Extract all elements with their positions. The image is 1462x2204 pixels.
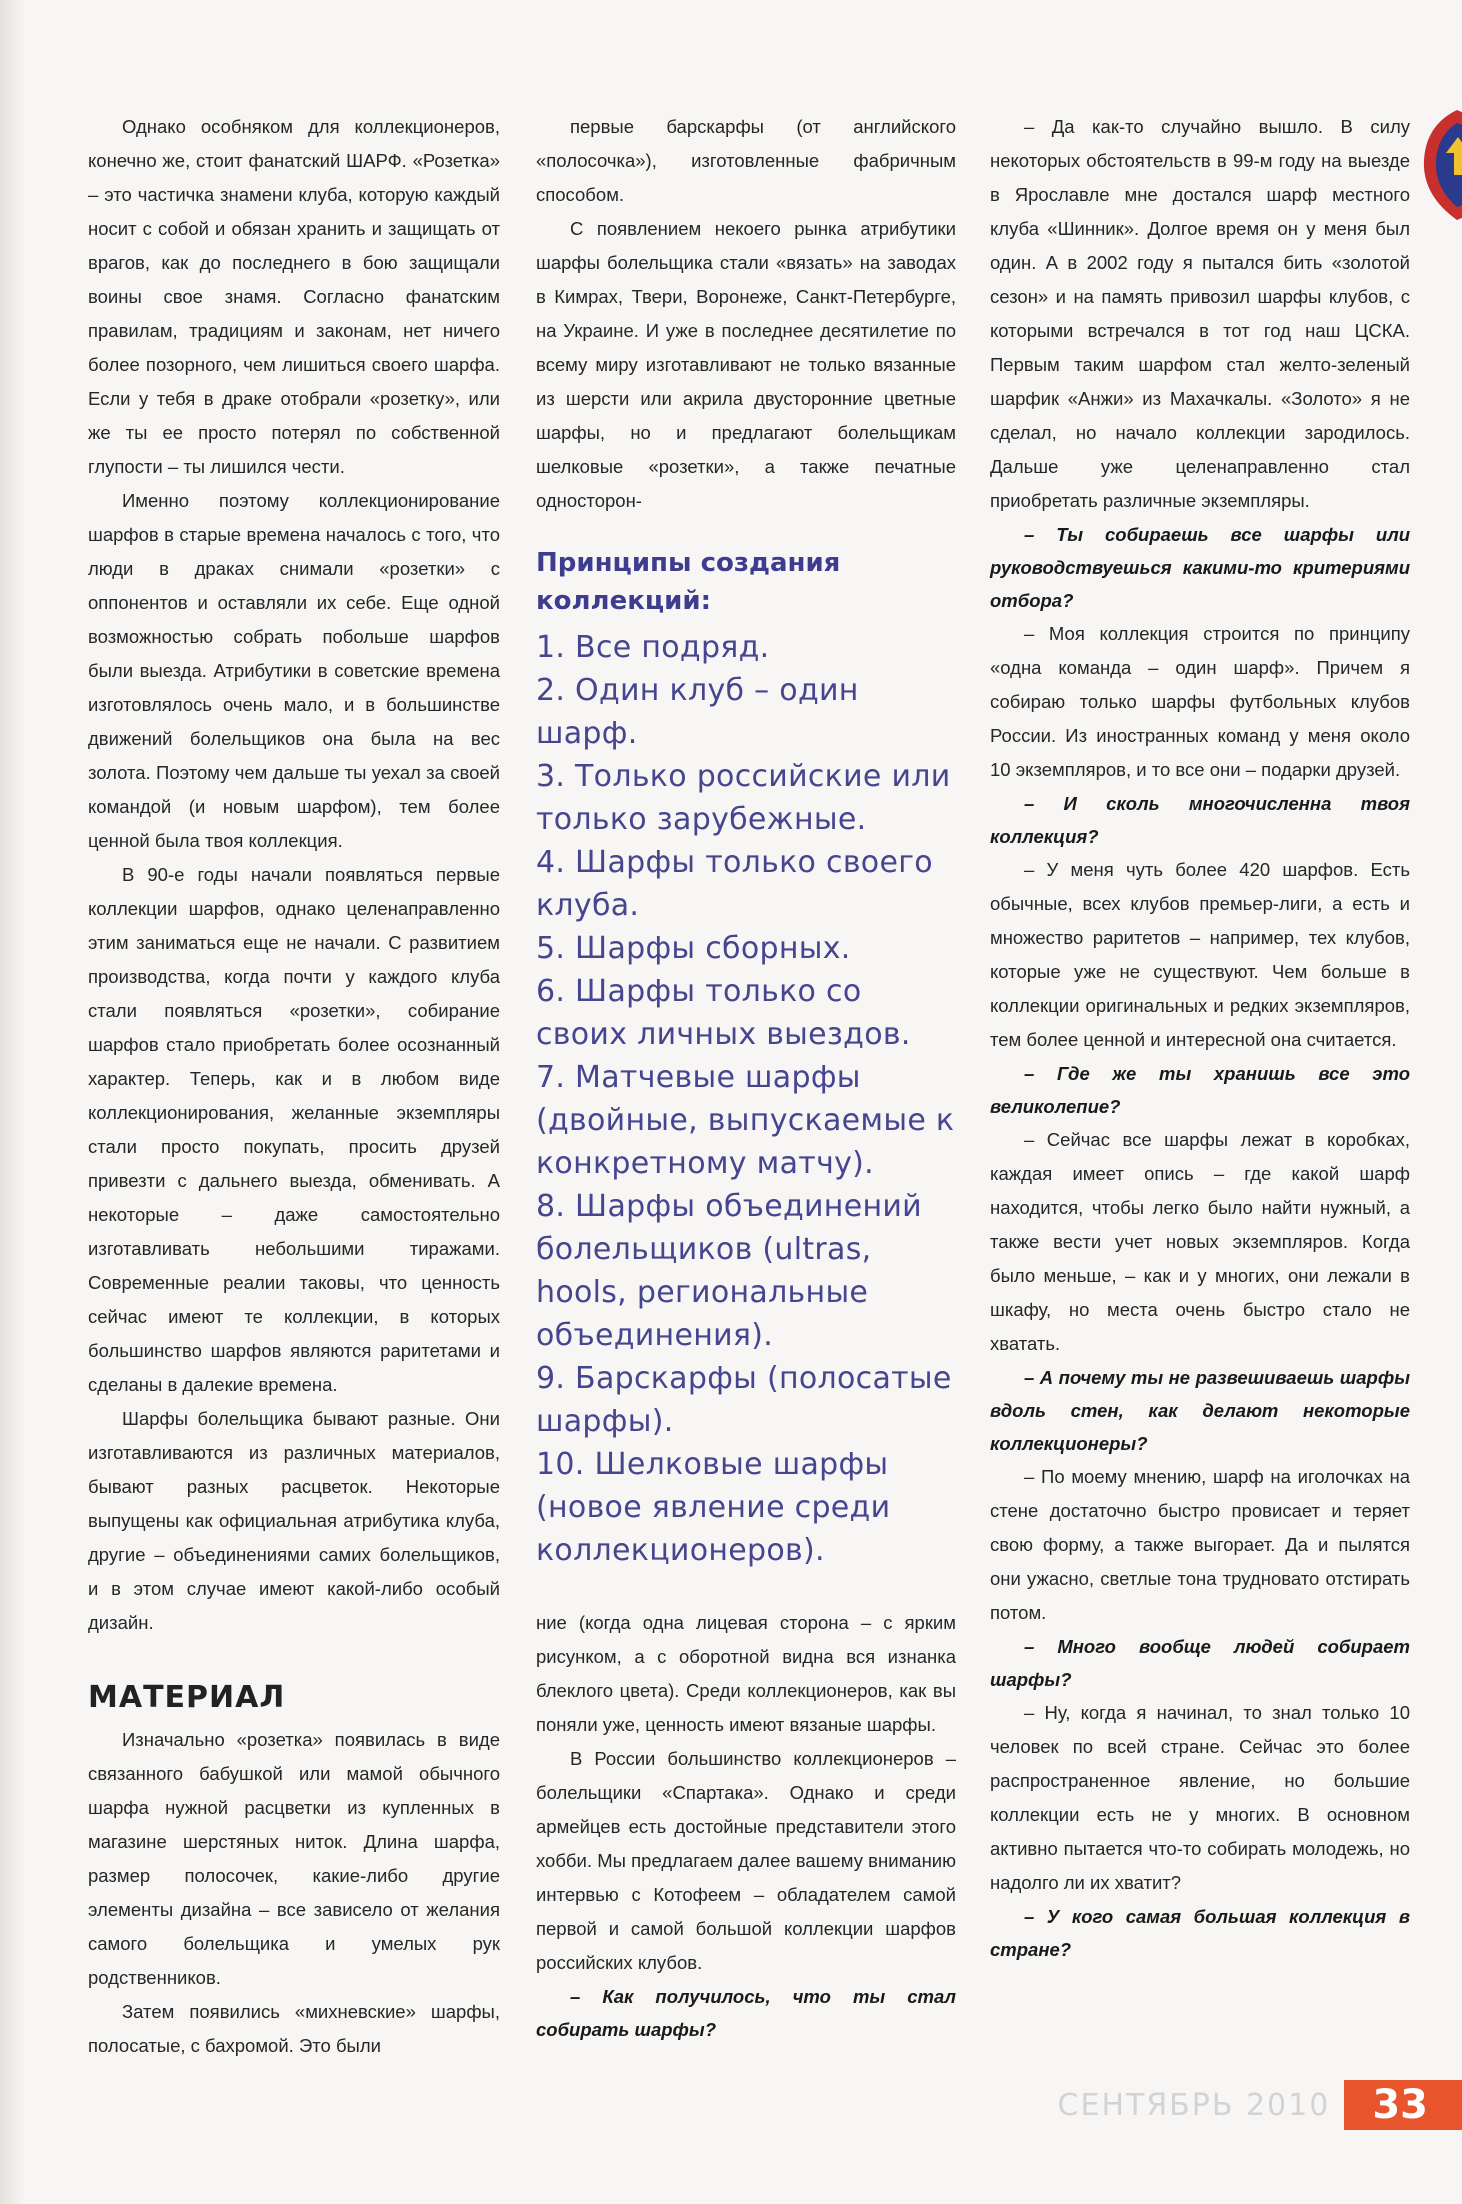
paragraph: первые барскарфы (от английского «полосочка»), изготовленные фабричным способом.	[536, 116, 956, 205]
interview-question: – Ты собираешь все шарфы или руководствуешься какими-то критериями отбора?	[990, 524, 1410, 611]
list-item: 7. Матчевые шарфы (двойные, выпускаемые к конкретному матчу).	[536, 1060, 955, 1181]
list-item: 2. Один клуб – один шарф.	[536, 673, 859, 751]
list-item: 9. Барскарфы (полосатые шарфы).	[536, 1361, 952, 1439]
interview-answer: – Да как-то случайно вышло. В силу некоторых обстоятельств в 99-м году на выезде в Ярославле мне достался шарф местного клуба «Шинник». Долгое время он у меня был один. А в 2002 году я пытался бить «золотой сезон» и на память привозил шарфы клубов, с которыми встречался в тот год наш ЦСКА. Первым таким шарфом стал желто-зеленый шарфик «Анжи» из Махачкалы. «Золото» я не сделал, но начало коллекции зародилось. Дальше уже целенаправленно стал приобретать различные экземпляры.	[990, 116, 1410, 511]
column-3	[990, 110, 1410, 1966]
interview-answer: – У меня чуть более 420 шарфов. Есть обычные, всех клубов премьер-лиги, а есть и множество раритетов – например, тех клубов, которые уже не существуют. Чем больше в коллекции оригинальных и редких экземпляров, тем более ценной и интересной она считается.	[990, 859, 1410, 1050]
list-item: 4. Шарфы только своего клуба.	[536, 845, 933, 923]
list-item: 3. Только российские или только зарубежные.	[536, 759, 951, 837]
list-item: 8. Шарфы объединений болельщиков (ultras, hools, региональные объединения).	[536, 1189, 922, 1353]
principles-list	[536, 626, 956, 1572]
paragraph: В России большинство коллекционеров – болельщики «Спартака». Однако и среди армейцев есть достойные представители этого хобби. Мы предлагаем далее вашему вниманию интервью с Котофеем – обладателем самой первой и самой большой коллекции шарфов российских клубов.	[536, 1748, 956, 1973]
interview-answer: – Сейчас все шарфы лежат в коробках, каждая имеет опись – где какой шарф находится, чтобы легко было найти нужный, а также вести учет новых экземпляров. Когда было меньше, – как и у многих, они лежали в шкафу, но места очень быстро стало не хватать.	[990, 1129, 1410, 1354]
paragraph: Затем появились «михневские» шарфы, полосатые, с бахромой. Это были	[88, 2001, 500, 2056]
paragraph: Шарфы болельщика бывают разные. Они изготавливаются из различных материалов, бывают разных расцветок. Некоторые выпущены как официальная атрибутика клуба, другие – объединениями самих болельщиков, и в этом случае имеют какой-либо особый дизайн.	[88, 1408, 500, 1633]
interview-question: – Как получилось, что ты стал собирать шарфы?	[536, 1986, 956, 2040]
paragraph: С появлением некоего рынка атрибутики шарфы болельщика стали «вязать» на заводах в Кимрах, Твери, Воронеже, Санкт-Петербурге, на Украине. И уже в последнее десятилетие по всему миру изготавливают не только вязанные из шерсти или акрила двусторонние цветные шарфы, но и предлагают болельщикам шелковые «розетки», а также печатные односторон-	[536, 218, 956, 511]
page-number: 33	[1344, 2080, 1462, 2130]
scan-shadow	[0, 0, 26, 2204]
paragraph: В 90-е годы начали появляться первые коллекции шарфов, однако целенаправленно этим заниматься еще не начали. С развитием производства, когда почти у каждого клуба стали появляться «розетки», собирание шарфов стало приобретать более осознанный характер. Теперь, как и в любом виде коллекционирования, желанные экземпляры стали просто покупать, просить друзей привезти с дальнего выезда, обменивать. А некоторые – даже самостоятельно изготавливать небольшими тиражами. Современные реалии таковы, что ценность сейчас имеют те коллекции, в которых большинство шарфов являются раритетами и сделаны в далекие времена.	[88, 864, 500, 1395]
paragraph: Изначально «розетка» появилась в виде связанного бабушкой или мамой обычного шарфа нужной расцветки из купленных в магазине шерстяных ниток. Длина шарфа, размер полосочек, какие-либо другие элементы дизайна – все зависело от желания самого болельщика и умелых рук родственников.	[88, 1729, 500, 1988]
paragraph: ние (когда одна лицевая сторона – с ярким рисунком, а с оборотной видна вся изнанка блеклого цвета). Среди коллекционеров, как вы поняли уже, ценность имеют вязаные шарфы.	[536, 1612, 956, 1735]
paragraph: Однако особняком для коллекционеров, конечно же, стоит фанатский ШАРФ. «Розетка» – это частичка знамени клуба, которую каждый носит с собой и обязан хранить и защищать от врагов, как до последнего в бою защищали воины свое знамя. Согласно фанатским правилам, традициям и законам, нет ничего более позорного, чем лишиться своего шарфа. Если у тебя в драке отобрали «розетку», или же ты ее просто потерял по собственной глупости – ты лишился чести.	[88, 116, 500, 477]
column-2-lower	[536, 1606, 956, 2046]
sidebar-title: Принципы создания коллекций:	[536, 548, 841, 616]
principles-sidebar	[536, 544, 956, 1572]
list-item: 6. Шарфы только со своих личных выездов.	[536, 974, 911, 1052]
interview-question: – А почему ты не развешиваешь шарфы вдоль стен, как делают некоторые коллекционеры?	[990, 1367, 1410, 1454]
interview-question: – У кого самая большая коллекция в стране?	[990, 1906, 1410, 1960]
interview-answer: – Ну, когда я начинал, то знал только 10 человек по всей стране. Сейчас это более распространенное явление, но большие коллекции есть не у многих. В основном активно пытается что-то собирать молодежь, но надолго ли их хватит?	[990, 1702, 1410, 1893]
paragraph: Именно поэтому коллекционирование шарфов в старые времена началось с того, что люди в драках снимали «розетки» с оппонентов и оставляли их себе. Еще одной возможностью собрать побольше шарфов были выезда. Атрибутики в советские времена изготовлялось очень мало, и в большинстве движений болельщиков она была на вес золота. Поэтому чем дальше ты уехал за своей командой (и новым шарфом), тем более ценной была твоя коллекция.	[88, 490, 500, 851]
interview-answer: – Моя коллекция строится по принципу «одна команда – один шарф». Причем я собираю только шарфы футбольных клубов России. Из иностранных команд у меня около 10 экземпляров, и то все они – подарки друзей.	[990, 623, 1410, 780]
page-footer	[1058, 2080, 1462, 2130]
issue-date: СЕНТЯБРЬ 2010	[1057, 2087, 1331, 2123]
column-2	[536, 110, 956, 2046]
list-item: 1. Все подряд.	[536, 630, 770, 665]
interview-question: – И сколь многочисленна твоя коллекция?	[990, 793, 1410, 847]
interview-question: – Где же ты хранишь все это великолепие?	[990, 1063, 1410, 1117]
list-item: 5. Шарфы сборных.	[536, 931, 851, 966]
section-heading: МАТЕРИАЛ	[88, 1680, 286, 1715]
column-1	[88, 110, 500, 2063]
list-item: 10. Шелковые шарфы (новое явление среди коллекционеров).	[536, 1447, 891, 1568]
interview-answer: – По моему мнению, шарф на иголочках на стене достаточно быстро провисает и теряет свою форму, а также выгорает. Да и пылятся они ужасно, светлые тона трудновато отстирать потом.	[990, 1466, 1410, 1623]
interview-question: – Много вообще людей собирает шарфы?	[990, 1636, 1410, 1690]
club-crest-icon	[1412, 105, 1462, 225]
